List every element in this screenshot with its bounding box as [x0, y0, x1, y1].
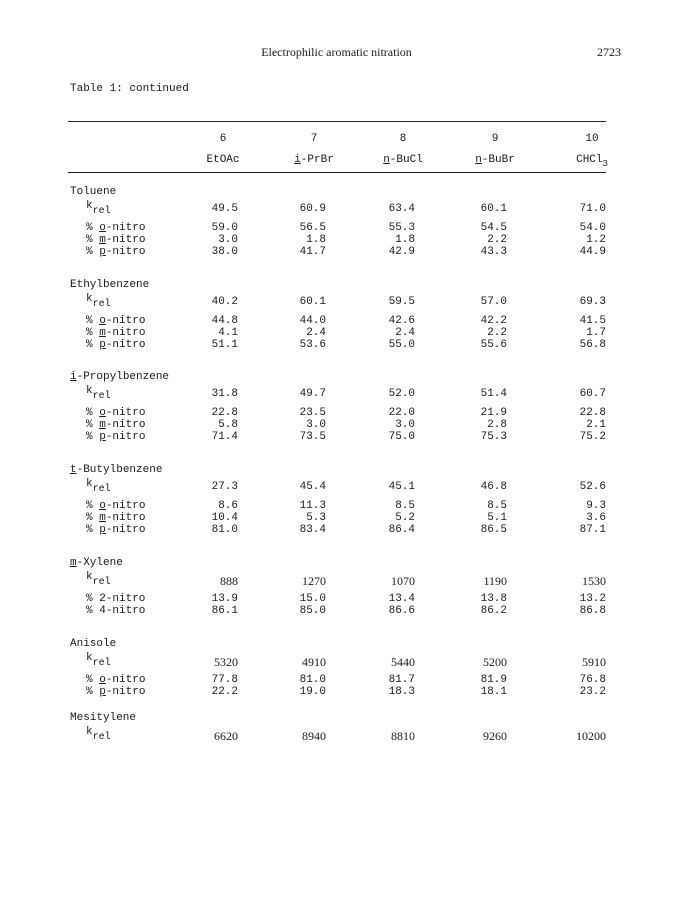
krel-sub: rel [92, 206, 111, 217]
compound-name [70, 638, 116, 650]
krel-value: 10200 [576, 729, 606, 743]
isomer-value: 2.4 [395, 326, 415, 339]
solvent-name: -PrBr [300, 154, 334, 166]
krel-value: 8940 [302, 729, 326, 743]
isomer-value: 81.0 [211, 523, 238, 536]
krel-value: 52.0 [388, 388, 415, 400]
isomer-value: 56.5 [299, 222, 326, 234]
isomer-value: 2.2 [487, 326, 507, 339]
isomer-post: -nitro [105, 338, 146, 351]
krel-value: 52.6 [579, 481, 606, 493]
krel-value: 5440 [391, 655, 415, 669]
isomer-pre: % [86, 511, 100, 524]
krel-label [86, 571, 111, 588]
isomer-value: 54.5 [480, 222, 507, 234]
compound-name [70, 464, 162, 476]
column-solvent [383, 154, 423, 166]
isomer-value: 13.2 [579, 593, 606, 605]
isomer-post: -nitro [105, 685, 146, 698]
isomer-position: o [99, 407, 106, 419]
isomer-value: 1.2 [586, 233, 606, 246]
isomer-value: 8.6 [218, 500, 238, 512]
isomer-position: p [99, 523, 106, 536]
isomer-pre: % [86, 233, 100, 246]
isomer-value: 55.0 [388, 338, 415, 351]
krel-k: k [86, 293, 93, 305]
column-solvent [294, 154, 334, 166]
solvent-name: -BuBr [481, 154, 515, 166]
isomer-post: -nitro [105, 407, 146, 419]
compound-name [70, 186, 116, 198]
isomer-value: 42.2 [480, 315, 507, 327]
isomer-value: 5.2 [395, 511, 415, 524]
isomer-value: 18.3 [388, 685, 415, 698]
krel-value: 45.1 [388, 481, 415, 493]
isomer-pre: % [86, 338, 100, 351]
isomer-value: 1.8 [395, 233, 415, 246]
isomer-value: 76.8 [579, 674, 606, 686]
isomer-value: 2.2 [487, 233, 507, 246]
isomer-position: p [99, 338, 106, 351]
isomer-value: 86.6 [388, 604, 415, 617]
krel-value: 69.3 [579, 296, 606, 308]
isomer-post: -nitro [105, 430, 146, 443]
krel-sub: rel [92, 391, 111, 402]
solvent-prefix: i [294, 154, 301, 166]
isomer-value: 73.5 [299, 430, 326, 443]
isomer-pre: % [86, 418, 100, 431]
krel-value: 63.4 [388, 203, 415, 215]
isomer-value: 3.0 [306, 418, 326, 431]
isomer-post: -nitro [105, 245, 146, 258]
isomer-position: p [99, 430, 106, 443]
isomer-value: 75.3 [480, 430, 507, 443]
isomer-value: 41.7 [299, 245, 326, 258]
krel-sub: rel [92, 484, 111, 495]
isomer-value: 71.4 [211, 430, 238, 443]
isomer-pre: % [86, 245, 100, 258]
page-number: 2723 [597, 45, 621, 59]
isomer-value: 15.0 [299, 593, 326, 605]
solvent-name: -BuCl [389, 154, 423, 166]
krel-value: 1190 [483, 574, 507, 588]
isomer-label [86, 500, 145, 512]
krel-k: k [86, 652, 93, 664]
krel-value: 60.7 [579, 388, 606, 400]
isomer-post: -nitro [105, 674, 146, 686]
isomer-position: p [99, 245, 106, 258]
isomer-pre: % [86, 407, 100, 419]
solvent-name: EtOAc [206, 154, 240, 166]
krel-value: 888 [220, 574, 238, 588]
column-number: 8 [399, 133, 407, 145]
isomer-value: 55.3 [388, 222, 415, 234]
isomer-value: 22.8 [211, 407, 238, 419]
isomer-pre: % [86, 326, 100, 339]
compound-prefix: m [70, 557, 77, 569]
isomer-value: 4.1 [218, 326, 238, 339]
compound-label: Ethylbenzene [70, 279, 150, 291]
isomer-value: 8.5 [395, 500, 415, 512]
krel-value: 4910 [302, 655, 326, 669]
krel-value: 8810 [391, 729, 415, 743]
isomer-value: 23.5 [299, 407, 326, 419]
isomer-value: 2.4 [306, 326, 326, 339]
krel-label [86, 293, 111, 310]
isomer-label [86, 327, 145, 339]
isomer-value: 13.9 [211, 593, 238, 605]
isomer-value: 86.2 [480, 604, 507, 617]
isomer-value: 86.1 [211, 604, 238, 617]
compound-prefix: i [70, 371, 77, 383]
isomer-value: 1.8 [306, 233, 326, 246]
compound-name [70, 279, 149, 291]
isomer-pre: % [86, 430, 100, 443]
isomer-post: -nitro [105, 222, 146, 234]
isomer-label [86, 431, 145, 443]
krel-value: 27.3 [211, 481, 238, 493]
isomer-label [86, 246, 145, 258]
isomer-position: m [99, 511, 106, 524]
isomer-value: 2.1 [586, 418, 606, 431]
krel-value: 46.8 [480, 481, 507, 493]
isomer-label [86, 524, 145, 536]
isomer-label [86, 605, 145, 617]
compound-label: Anisole [70, 638, 117, 650]
compound-label: Mesitylene [70, 712, 137, 724]
compound-name [70, 712, 136, 724]
isomer-post: -nitro [105, 326, 146, 339]
isomer-label [86, 339, 145, 351]
krel-label [86, 478, 111, 495]
krel-sub: rel [92, 577, 111, 588]
krel-value: 5910 [582, 655, 606, 669]
krel-sub: rel [92, 732, 111, 743]
isomer-value: 5.3 [306, 511, 326, 524]
krel-sub: rel [92, 658, 111, 669]
isomer-value: 11.3 [299, 500, 326, 512]
isomer-value: 22.2 [211, 685, 238, 698]
table-top-rule [68, 121, 606, 122]
isomer-position: m [99, 418, 106, 431]
krel-value: 5320 [214, 655, 238, 669]
krel-label [86, 385, 111, 402]
compound-label: Toluene [70, 186, 117, 198]
isomer-value: 81.9 [480, 674, 507, 686]
isomer-value: 86.4 [388, 523, 415, 536]
krel-value: 45.4 [299, 481, 326, 493]
isomer-value: 3.0 [395, 418, 415, 431]
isomer-value: 13.8 [480, 593, 507, 605]
isomer-value: 43.3 [480, 245, 507, 258]
isomer-value: 8.5 [487, 500, 507, 512]
compound-label: -Xylene [76, 557, 123, 569]
isomer-post: -nitro [105, 315, 146, 327]
isomer-post: -nitro [105, 418, 146, 431]
krel-value: 1270 [302, 574, 326, 588]
isomer-value: 38.0 [211, 245, 238, 258]
isomer-value: 1.7 [586, 326, 606, 339]
isomer-post: -nitro [105, 511, 146, 524]
isomer-label [86, 674, 145, 686]
isomer-post: -nitro [105, 523, 146, 536]
isomer-value: 42.9 [388, 245, 415, 258]
table-caption: Table 1: continued [70, 83, 189, 95]
isomer-position: m [99, 233, 106, 246]
isomer-value: 3.0 [218, 233, 238, 246]
column-number: 9 [491, 133, 499, 145]
isomer-value: 77.8 [211, 674, 238, 686]
isomer-value: 44.0 [299, 315, 326, 327]
krel-value: 60.9 [299, 203, 326, 215]
krel-k: k [86, 200, 93, 212]
column-solvent [475, 154, 515, 166]
krel-k: k [86, 385, 93, 397]
isomer-value: 22.0 [388, 407, 415, 419]
isomer-value: 23.2 [579, 685, 606, 698]
krel-value: 59.5 [388, 296, 415, 308]
isomer-value: 5.1 [487, 511, 507, 524]
isomer-position: p [99, 685, 106, 698]
isomer-post: 2-nitro [99, 593, 146, 605]
compound-prefix: t [70, 464, 77, 476]
krel-label [86, 726, 111, 743]
isomer-value: 41.5 [579, 315, 606, 327]
isomer-value: 85.0 [299, 604, 326, 617]
krel-k: k [86, 726, 93, 738]
table-header-rule [68, 172, 606, 173]
isomer-label [86, 222, 145, 234]
isomer-position: o [99, 500, 106, 512]
krel-label [86, 652, 111, 669]
isomer-label [86, 315, 145, 327]
isomer-value: 81.0 [299, 674, 326, 686]
compound-name [70, 557, 123, 569]
isomer-post: -nitro [105, 500, 146, 512]
solvent-subscript: 3 [602, 159, 608, 169]
column-number: 10 [585, 133, 599, 145]
isomer-pre: % [86, 222, 100, 234]
krel-value: 40.2 [211, 296, 238, 308]
isomer-label [86, 512, 145, 524]
krel-value: 49.7 [299, 388, 326, 400]
krel-value: 57.0 [480, 296, 507, 308]
isomer-value: 56.8 [579, 338, 606, 351]
krel-value: 51.4 [480, 388, 507, 400]
isomer-value: 54.0 [579, 222, 606, 234]
isomer-value: 18.1 [480, 685, 507, 698]
isomer-pre: % [86, 593, 100, 605]
isomer-value: 75.2 [579, 430, 606, 443]
isomer-label [86, 686, 145, 698]
column-solvent [576, 154, 608, 169]
isomer-value: 44.9 [579, 245, 606, 258]
isomer-value: 9.3 [586, 500, 606, 512]
krel-k: k [86, 478, 93, 490]
isomer-label [86, 419, 145, 431]
isomer-value: 44.8 [211, 315, 238, 327]
isomer-position: o [99, 315, 106, 327]
krel-value: 5200 [483, 655, 507, 669]
isomer-value: 81.7 [388, 674, 415, 686]
isomer-label [86, 234, 145, 246]
isomer-value: 42.6 [388, 315, 415, 327]
running-title: Electrophilic aromatic nitration [261, 45, 412, 59]
compound-label: -Butylbenzene [76, 464, 163, 476]
isomer-value: 86.8 [579, 604, 606, 617]
solvent-name: CHCl [576, 154, 603, 166]
column-number: 6 [219, 133, 227, 145]
isomer-value: 87.1 [579, 523, 606, 536]
isomer-pre: % [86, 604, 100, 617]
isomer-value: 83.4 [299, 523, 326, 536]
isomer-value: 2.8 [487, 418, 507, 431]
isomer-position: o [99, 674, 106, 686]
krel-value: 1070 [391, 574, 415, 588]
isomer-value: 75.0 [388, 430, 415, 443]
isomer-pre: % [86, 685, 100, 698]
compound-name [70, 371, 169, 383]
krel-value: 71.0 [579, 203, 606, 215]
column-solvent [206, 154, 239, 166]
compound-label: -Propylbenzene [76, 371, 170, 383]
isomer-label [86, 593, 145, 605]
krel-value: 1530 [582, 574, 606, 588]
krel-value: 9260 [483, 729, 507, 743]
krel-value: 31.8 [211, 388, 238, 400]
isomer-post: -nitro [105, 233, 146, 246]
isomer-position: o [99, 222, 106, 234]
column-number: 7 [310, 133, 318, 145]
isomer-post: 4-nitro [99, 604, 146, 617]
krel-value: 60.1 [299, 296, 326, 308]
isomer-value: 3.6 [586, 511, 606, 524]
isomer-pre: % [86, 674, 100, 686]
isomer-value: 13.4 [388, 593, 415, 605]
isomer-value: 86.5 [480, 523, 507, 536]
isomer-value: 5.8 [218, 418, 238, 431]
krel-label [86, 200, 111, 217]
isomer-value: 53.6 [299, 338, 326, 351]
isomer-position: m [99, 326, 106, 339]
isomer-value: 22.8 [579, 407, 606, 419]
isomer-value: 59.0 [211, 222, 238, 234]
isomer-pre: % [86, 315, 100, 327]
krel-sub: rel [92, 299, 111, 310]
isomer-value: 51.1 [211, 338, 238, 351]
solvent-prefix: n [383, 154, 390, 166]
isomer-value: 19.0 [299, 685, 326, 698]
isomer-value: 10.4 [211, 511, 238, 524]
krel-value: 49.5 [211, 203, 238, 215]
krel-k: k [86, 571, 93, 583]
solvent-prefix: n [475, 154, 482, 166]
isomer-pre: % [86, 500, 100, 512]
isomer-value: 55.6 [480, 338, 507, 351]
isomer-label [86, 407, 145, 419]
isomer-value: 21.9 [480, 407, 507, 419]
isomer-pre: % [86, 523, 100, 536]
krel-value: 6620 [214, 729, 238, 743]
krel-value: 60.1 [480, 203, 507, 215]
